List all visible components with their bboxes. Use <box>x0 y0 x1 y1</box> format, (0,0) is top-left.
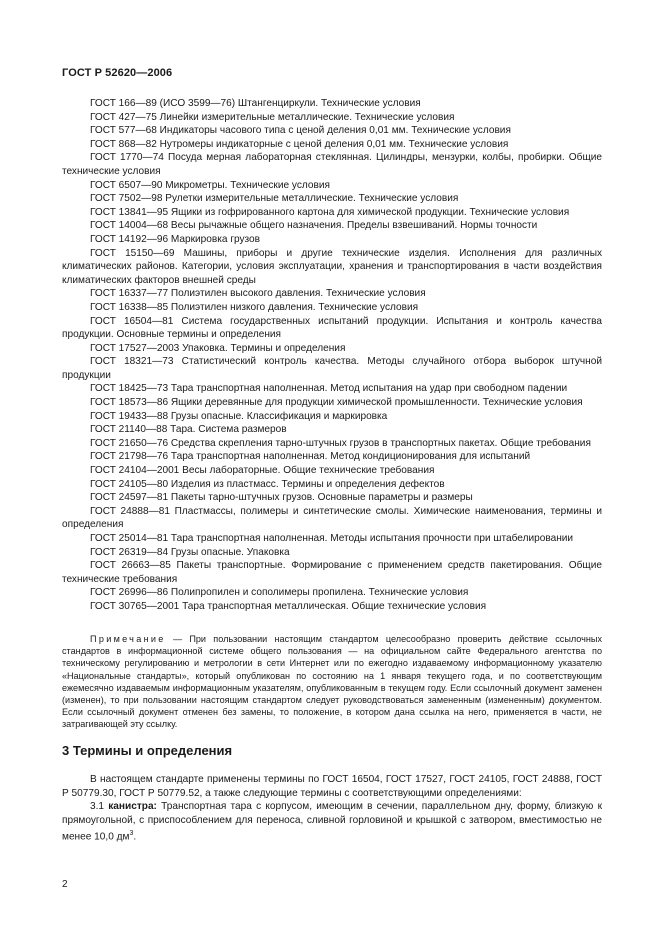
section-intro: В настоящем стандарте применены термины по ГОСТ 16504, ГОСТ 17527, ГОСТ 24105, ГОСТ 24888, ГОСТ Р 50779.30, ГОСТ Р 50779.52, а также следующие термины с соответствующими определениями: <box>62 774 602 799</box>
reference-item: ГОСТ 21140—88 Тара. Система размеров <box>90 424 287 436</box>
section-title: 3 Термины и определения <box>62 743 233 758</box>
term-end: . <box>133 831 137 843</box>
section-body <box>62 773 602 844</box>
reference-item: ГОСТ 868—82 Нутромеры индикаторные с ценой деления 0,01 мм. Технические условия <box>90 138 509 150</box>
reference-item: ГОСТ 7502—98 Рулетки измерительные металлические. Технические условия <box>90 193 459 205</box>
reference-item: ГОСТ 16338—85 Полиэтилен низкого давления. Технические условия <box>90 301 419 313</box>
reference-item: ГОСТ 577—68 Индикаторы часового типа с ценой деления 0,01 мм. Технические условия <box>90 125 511 137</box>
term-name: канистра: <box>108 801 157 813</box>
reference-item: ГОСТ 14004—68 Весы рычажные общего назначения. Пределы взвешиваний. Нормы точности <box>90 220 538 232</box>
reference-item: ГОСТ 13841—95 Ящики из гофрированного картона для химической продукции. Технические условия <box>90 206 570 218</box>
reference-item: ГОСТ 21650—76 Средства скрепления тарно-штучных грузов в транспортных пакетах. Общие требования <box>90 437 591 449</box>
reference-item: ГОСТ 18573—86 Ящики деревянные для продукции химической промышленности. Технические условия <box>90 397 583 409</box>
reference-item: ГОСТ 16504—81 Система государственных испытаний продукции. Испытания и контроль качества продукции. Основные термины и определения <box>62 315 602 341</box>
term-definition <box>62 800 602 844</box>
reference-item: ГОСТ 15150—69 Машины, приборы и другие технические изделия. Исполнения для различных климатических районов. Категории, условия эксплуатации, хранения и транспортирования в части воздействия климатических факторов внешней среды <box>62 247 602 286</box>
reference-item: ГОСТ 24105—80 Изделия из пластмасс. Термины и определения дефектов <box>90 478 445 490</box>
reference-item: ГОСТ 427—75 Линейки измерительные металлические. Технические условия <box>90 111 455 123</box>
document-header: ГОСТ Р 52620—2006 <box>62 67 173 79</box>
normative-references-list <box>62 97 602 614</box>
note-label: Примечание <box>90 634 166 644</box>
reference-item: ГОСТ 16337—77 Полиэтилен высокого давления. Технические условия <box>90 288 426 300</box>
reference-item: ГОСТ 166—89 (ИСО 3599—76) Штангенциркули. Технические условия <box>90 98 421 109</box>
reference-item: ГОСТ 24104—2001 Весы лабораторные. Общие технические требования <box>90 465 435 477</box>
note-paragraph <box>62 633 602 731</box>
reference-item: ГОСТ 1770—74 Посуда мерная лабораторная стеклянная. Цилиндры, мензурки, колбы, пробирки. Общие технические условия <box>62 152 602 177</box>
reference-item: ГОСТ 17527—2003 Упаковка. Термины и определения <box>90 342 346 354</box>
reference-item: ГОСТ 6507—90 Микрометры. Технические условия <box>90 179 330 191</box>
term-definition-text: Транспортная тара с корпусом, имеющим в сечении, параллельном дну, форму, близкую к прямоугольной, с приспособлением для переноса, сливной горловиной и крышкой с затвором, вместимостью не менее 10,0 дм <box>62 801 602 843</box>
reference-item: ГОСТ 25014—81 Тара транспортная наполненная. Методы испытания прочности при штабелировании <box>90 533 574 544</box>
reference-item: ГОСТ 26319—84 Грузы опасные. Упаковка <box>90 546 290 558</box>
reference-item: ГОСТ 26663—85 Пакеты транспортные. Формирование с применением средств пакетирования. Общие технические требования <box>62 560 602 585</box>
reference-item: ГОСТ 18321—73 Статистический контроль качества. Методы случайного отбора выборок штучной продукции <box>62 356 602 381</box>
reference-item: ГОСТ 14192—96 Маркировка грузов <box>90 233 261 245</box>
note-text: — При пользовании настоящим стандартом целесообразно проверить действие ссылочных стандартов в информационной системе общего пользования — на официальном сайте Федерального агентства по техническому регулированию и метрологии в сети Интернет или по ежегодно издаваемому информационному указателю «Национальные стандарты», который опубликован по состоянию на 1 января текущего года, и по соответствующим ежемесячно издаваемым информационным указателям, опубликованным в текущем году. Если ссылочный документ заменен (изменен), то при пользовании настоящим стандартом следует руководствоваться замененным (измененным) документом. Если ссылочный документ отменен без замены, то положение, в котором дана ссылка на него, применяется в части, не затрагивающей эту ссылку. <box>62 634 602 730</box>
reference-item: ГОСТ 18425—73 Тара транспортная наполненная. Метод испытания на удар при свободном падении <box>90 383 568 395</box>
reference-item: ГОСТ 24888—81 Пластмассы, полимеры и синтетические смолы. Химические наименования, термины и определения <box>62 505 602 531</box>
reference-item: ГОСТ 26996—86 Полипропилен и сополимеры пропилена. Технические условия <box>90 587 469 599</box>
term-number: 3.1 <box>90 801 109 813</box>
reference-item: ГОСТ 30765—2001 Тара транспортная металлическая. Общие технические условия <box>90 600 487 612</box>
page-number: 2 <box>62 879 68 890</box>
reference-item: ГОСТ 24597—81 Пакеты тарно-штучных грузов. Основные параметры и размеры <box>90 492 473 504</box>
reference-item: ГОСТ 21798—76 Тара транспортная наполненная. Метод кондиционирования для испытаний <box>90 451 531 463</box>
term-superscript: 3 <box>129 830 134 838</box>
reference-item: ГОСТ 19433—88 Грузы опасные. Классификация и маркировка <box>90 410 388 422</box>
